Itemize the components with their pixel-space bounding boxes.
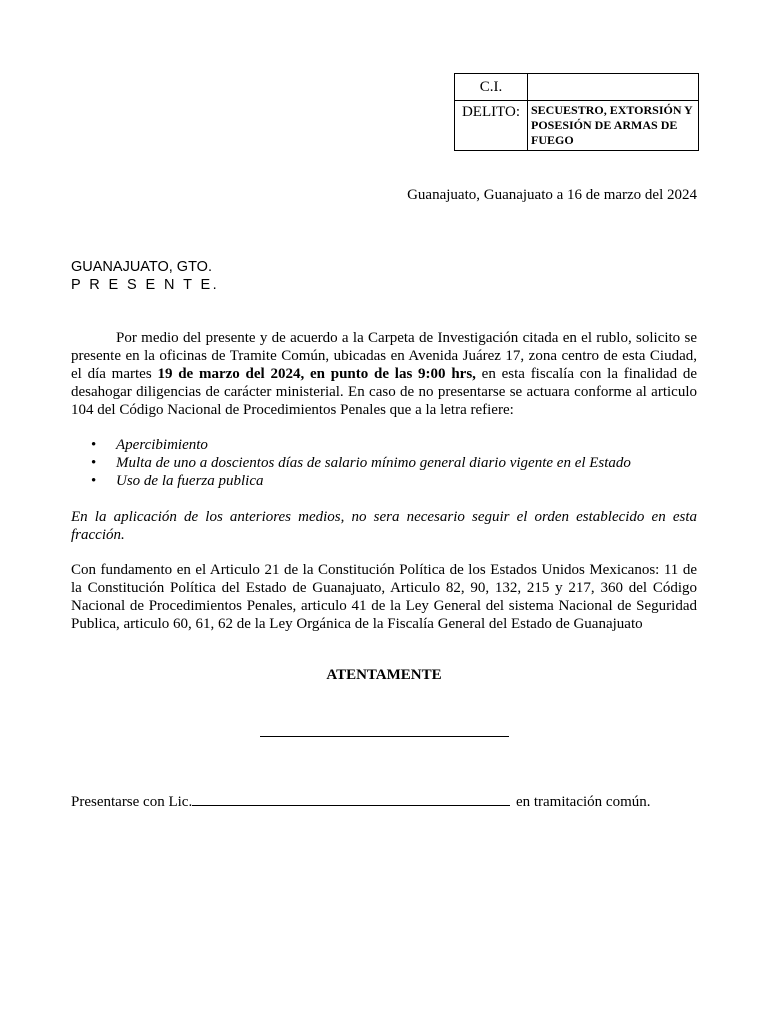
list-item <box>71 472 697 490</box>
delito-value: SECUESTRO, EXTORSIÓN Y POSESIÓN DE ARMAS DE FUEGO <box>528 101 699 151</box>
case-info-table <box>454 73 699 151</box>
measures-list <box>71 436 697 490</box>
closing-heading: ATENTAMENTE <box>326 667 442 683</box>
legal-basis-paragraph: Con fundamento en el Articulo 21 de la Constitución Política de los Estados Unidos Mexicanos: 11 de la Constitución Política del Estado de Guanajuato, Articulo 82, 90, 132, 215 y 217, 360 del Código Nacional de Procedimientos Penales, articulo 41 de la Ley General del sistema Nacional de Seguridad Publica, articulo 60, 61, 62 de la Ley Orgánica de la Fiscalía General del Estado de Guanajuato <box>71 562 697 632</box>
appointment-datetime: 19 de marzo del 2024, en punto de las 9:00 hrs, <box>157 366 476 382</box>
city-date-line: Guanajuato, Guanajuato a 16 de marzo del 2024 <box>407 187 697 203</box>
list-item-text: Apercibimiento <box>116 437 208 453</box>
list-item-text: Multa de uno a doscientos días de salario mínimo general diario vigente en el Estado <box>116 455 631 471</box>
list-item-text: Uso de la fuerza publica <box>116 473 264 489</box>
addressee-city: GUANAJUATO, GTO. <box>71 259 212 275</box>
ci-value <box>528 74 699 101</box>
bullet-icon: • <box>91 455 97 471</box>
signature-line <box>260 736 509 737</box>
presentarse-suffix: en tramitación común. <box>512 794 651 810</box>
summons-text-start: Por medio del presente y de acuerdo a la Carpeta de Investigación citada en el rublo, solicito se presente en la oficinas de Tramite Común, ubicadas en Avenida Juárez 17, zona centro de esta Ciudad, el día martes <box>71 330 697 382</box>
summons-text-end: en esta fiscalía con la finalidad de desahogar diligencias de carácter ministerial. En caso de no presentarse se actuara conforme al articulo 104 del Código Nacional de Procedimientos Penales que a la letra refiere: <box>71 366 698 418</box>
addressee-block <box>71 258 219 294</box>
ci-label: C.I. <box>455 74 528 101</box>
lawyer-name-blank <box>192 793 510 806</box>
list-item <box>71 454 697 472</box>
delito-label: DELITO: <box>455 101 528 151</box>
presentarse-line <box>71 793 651 811</box>
order-note-paragraph: En la aplicación de los anteriores medios, no sera necesario seguir el orden establecido en esta fracción. <box>71 509 697 543</box>
summons-paragraph <box>71 329 697 419</box>
bullet-icon: • <box>91 437 97 453</box>
addressee-presente: P R E S E N T E. <box>71 277 219 293</box>
list-item <box>71 436 697 454</box>
presentarse-prefix: Presentarse con Lic. <box>71 794 193 810</box>
bullet-icon: • <box>91 473 97 489</box>
